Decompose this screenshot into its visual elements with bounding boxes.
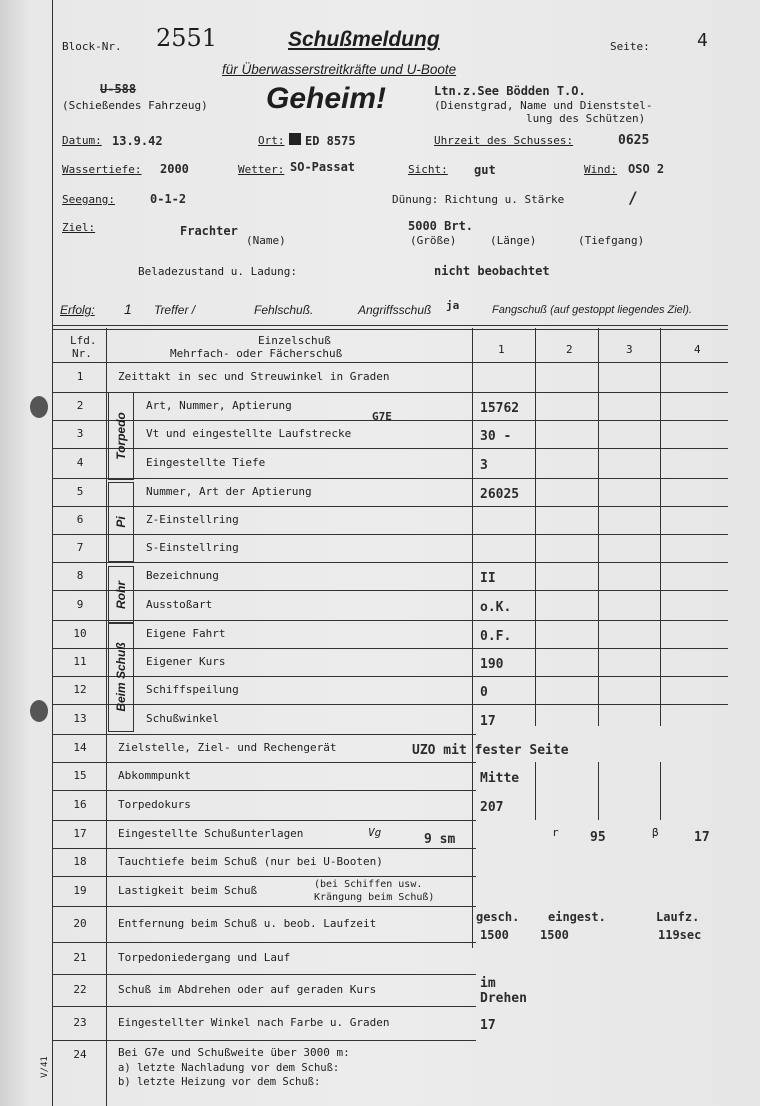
row-number: 5 [76,485,84,498]
row-label: Nummer, Art der Aptierung [146,485,312,498]
row-label: Art, Nummer, Aptierung [146,399,292,412]
row-value: 30 - [480,429,512,444]
col-sep-3 [598,328,599,726]
row-label: S-Einstellring [146,541,239,554]
row-divider [52,974,476,975]
row-divider [52,448,728,449]
row-number: 17 [73,827,87,840]
col-header-nr-1: Lfd. [70,334,97,347]
row19-note-2: Krängung beim Schuß) [314,892,435,903]
margin-note: V/41 [39,1056,50,1078]
row-number: 11 [73,655,87,668]
col-header-2: 2 [566,343,573,356]
group-rohr [108,566,134,624]
row-divider [52,676,728,677]
depth-value: 2000 [160,162,189,176]
visibility-label: Sicht: [408,163,448,176]
row-divider [52,942,476,943]
group-pi-label: Pi [114,516,128,528]
vessel-label: (Schießendes Fahrzeug) [62,99,208,112]
row-divider [52,906,476,907]
row-divider [52,734,476,735]
col-header-3: 3 [626,343,633,356]
load-label: Beladezustand u. Ladung: [138,265,297,278]
hits-label: Treffer / [154,303,196,317]
secret-stamp: Geheim! [266,82,387,115]
row-divider [52,790,476,791]
row-divider [52,478,728,479]
row-label: Tauchtiefe beim Schuß (nur bei U-Booten) [118,855,383,868]
row-value: 15762 [480,401,520,416]
row-label: Ausstoßart [146,598,213,611]
row-value: UZO mit fester Seite [412,743,569,758]
row17-b-label: β [652,826,659,839]
time-value: 0625 [618,133,650,148]
row-label: Lastigkeit beim Schuß [118,884,258,897]
row-label: Abkommpunkt [118,769,191,782]
row20-c2b: 1500 [540,928,569,942]
row17-b-value: 17 [694,830,710,845]
row-label: Bei G7e und Schußweite über 3000 m: [118,1046,350,1059]
row-divider [52,876,476,877]
row-value: 190 [480,657,504,672]
group-rohr-label: Rohr [114,581,128,609]
page-label: Seite: [610,40,650,53]
row-divider [52,392,728,393]
row-value: 0 [480,685,488,700]
row-value: 207 [480,800,504,815]
row-number: 19 [73,884,87,897]
row-number: 2 [76,399,84,412]
row-number: 12 [73,683,87,696]
group-pi [108,482,134,562]
row19-note-1: (bei Schiffen usw. [314,879,423,890]
row-value: 17 [480,714,496,729]
block-label: Block-Nr. [62,40,122,53]
row-divider [52,820,476,821]
target-size-value: 5000 Brt. [408,219,474,233]
row-number: 15 [73,769,87,782]
col-header-desc-2: Mehrfach- oder Fächerschuß [170,347,343,360]
row-number: 7 [76,541,84,554]
row17-r-value: 95 [590,830,606,845]
col-sep-2b [535,762,536,820]
row-number: 24 [73,1048,87,1061]
size-label: (Größe) [410,234,457,247]
col-sep-nr [106,328,107,1106]
row-value: 26025 [480,487,520,502]
row-label: Bezeichnung [146,569,219,582]
row-label: Entfernung beim Schuß u. beob. Laufzeit [118,917,377,930]
row-label: Eigene Fahrt [146,627,226,640]
swell-value: / [628,188,638,207]
row17-r-label: r [552,826,559,839]
row-value: 17 [480,1018,496,1033]
result-label: Erfolg: [60,303,95,317]
row-divider [52,648,728,649]
table-top-border [52,325,728,330]
row-label: Torpedoniedergang und Lauf [118,951,291,964]
row-number: 8 [76,569,84,582]
row-label: Z-Einstellring [146,513,239,526]
row20-c3b: 119sec [658,928,702,942]
row-label: Eingestellter Winkel nach Farbe u. Graden [118,1016,390,1029]
group-beim-schuss-label: Beim Schuß [114,642,128,712]
redacted-box [289,133,301,145]
wind-value: OSO 2 [628,162,665,176]
weather-value: SO-Passat [290,160,356,174]
row-label: Eingestellte Schußunterlagen [118,827,304,840]
wind-label: Wind: [584,163,618,176]
row-number: 14 [73,741,87,754]
row-value: im Drehen [480,976,527,1006]
row-number: 9 [76,598,84,611]
row20-c1a: gesch. [476,910,520,924]
row-number: 22 [73,983,87,996]
col-sep-2 [535,328,536,726]
row-value: o.K. [480,600,512,615]
table-header-divider [52,362,728,363]
date-label: Datum: [62,134,102,147]
group-beim-schuss [108,622,134,732]
row-number: 23 [73,1016,87,1029]
row-value: 0.F. [480,629,512,644]
row-divider [52,562,728,563]
row-label: Zeittakt in sec und Streuwinkel in Graden [118,370,390,383]
row-label: Schiffspeilung [146,683,239,696]
row-divider [52,590,728,591]
row-divider [52,534,728,535]
form-title: Schußmeldung [288,28,440,51]
row20-c3a: Laufz. [656,910,700,924]
vessel-value: U-588 [100,82,137,96]
commander-value: Ltn.z.See Bödden T.O. [434,84,586,98]
target-label: Ziel: [62,221,96,234]
punch-hole-bottom [30,700,48,722]
col-sep-4b [660,762,661,820]
row24-b: b) letzte Heizung vor dem Schuß: [118,1076,321,1088]
form-subtitle: für Überwasserstreitkräfte und U-Boote [222,62,457,77]
row-label: Schuß im Abdrehen oder auf geraden Kurs [118,983,377,996]
length-label: (Länge) [490,234,537,247]
page-number: 4 [697,30,708,51]
row-divider [52,1006,476,1007]
time-label: Uhrzeit des Schusses: [434,134,574,147]
margin-line [52,0,53,1106]
row-label: Eigener Kurs [146,655,226,668]
punch-hole-top [30,396,48,418]
swell-label: Dünung: Richtung u. Stärke [392,193,565,206]
col-header-1: 1 [498,343,505,356]
col-header-nr-2: Nr. [72,347,92,360]
row17-vg-value: 9 sm [424,832,456,847]
col-header-desc-1: Einzelschuß [258,334,331,347]
row-divider [52,506,728,507]
col-sep-4 [660,328,661,726]
misses-label: Fehlschuß. [254,303,314,317]
target-value: Frachter [180,224,238,238]
row-number: 6 [76,513,84,526]
group-torpedo [108,392,134,480]
commander-label-1: (Dienstgrad, Name und Dienststel- [434,99,653,112]
attack-label: Angriffsschuß [358,303,432,317]
row-number: 13 [73,712,87,725]
row-number: 16 [73,798,87,811]
row-number: 4 [76,456,84,469]
row-divider [52,848,476,849]
row2-extra: G7E [372,410,392,423]
row-divider [52,762,476,763]
row-number: 1 [76,370,84,383]
location-label: Ort: [258,134,285,147]
col-sep-3b [598,762,599,820]
name-label: (Name) [246,234,286,247]
row-divider [52,1040,476,1041]
row-label: Vt und eingestellte Laufstrecke [146,427,352,440]
row24-a: a) letzte Nachladung vor dem Schuß: [118,1062,340,1074]
sea-label: Seegang: [62,193,115,206]
row-value: Mitte [480,771,520,786]
commander-label-2: lung des Schützen) [526,112,646,125]
hits-value: 1 [124,301,132,317]
catch-label: Fangschuß (auf gestoppt liegendes Ziel). [492,304,692,316]
visibility-value: gut [474,163,496,177]
group-torpedo-label: Torpedo [114,412,128,460]
row-label: Schußwinkel [146,712,219,725]
sea-value: 0-1-2 [150,192,187,206]
block-number: 2551 [156,24,218,52]
row-label: Zielstelle, Ziel- und Rechengerät [118,741,337,754]
attack-value: ja [446,299,460,312]
row17-vg-label: Vg [368,826,382,839]
row-number: 20 [73,917,87,930]
row-label: Eingestellte Tiefe [146,456,266,469]
row-number: 3 [76,427,84,440]
row-value: II [480,571,496,586]
row-divider [52,620,728,621]
weather-label: Wetter: [238,163,285,176]
draft-label: (Tiefgang) [578,234,645,247]
location-value: ED 8575 [305,134,356,148]
col-header-4: 4 [694,343,701,356]
row-label: Torpedokurs [118,798,191,811]
row-divider [52,704,728,705]
row-number: 21 [73,951,87,964]
depth-label: Wassertiefe: [62,163,142,176]
load-value: nicht beobachtet [434,264,550,278]
date-value: 13.9.42 [112,134,163,148]
col-sep-1 [472,328,473,948]
row-value: 3 [480,458,488,473]
row-number: 18 [73,855,87,868]
row20-c2a: eingest. [548,910,606,924]
row20-c1b: 1500 [480,928,509,942]
row-number: 10 [73,627,87,640]
